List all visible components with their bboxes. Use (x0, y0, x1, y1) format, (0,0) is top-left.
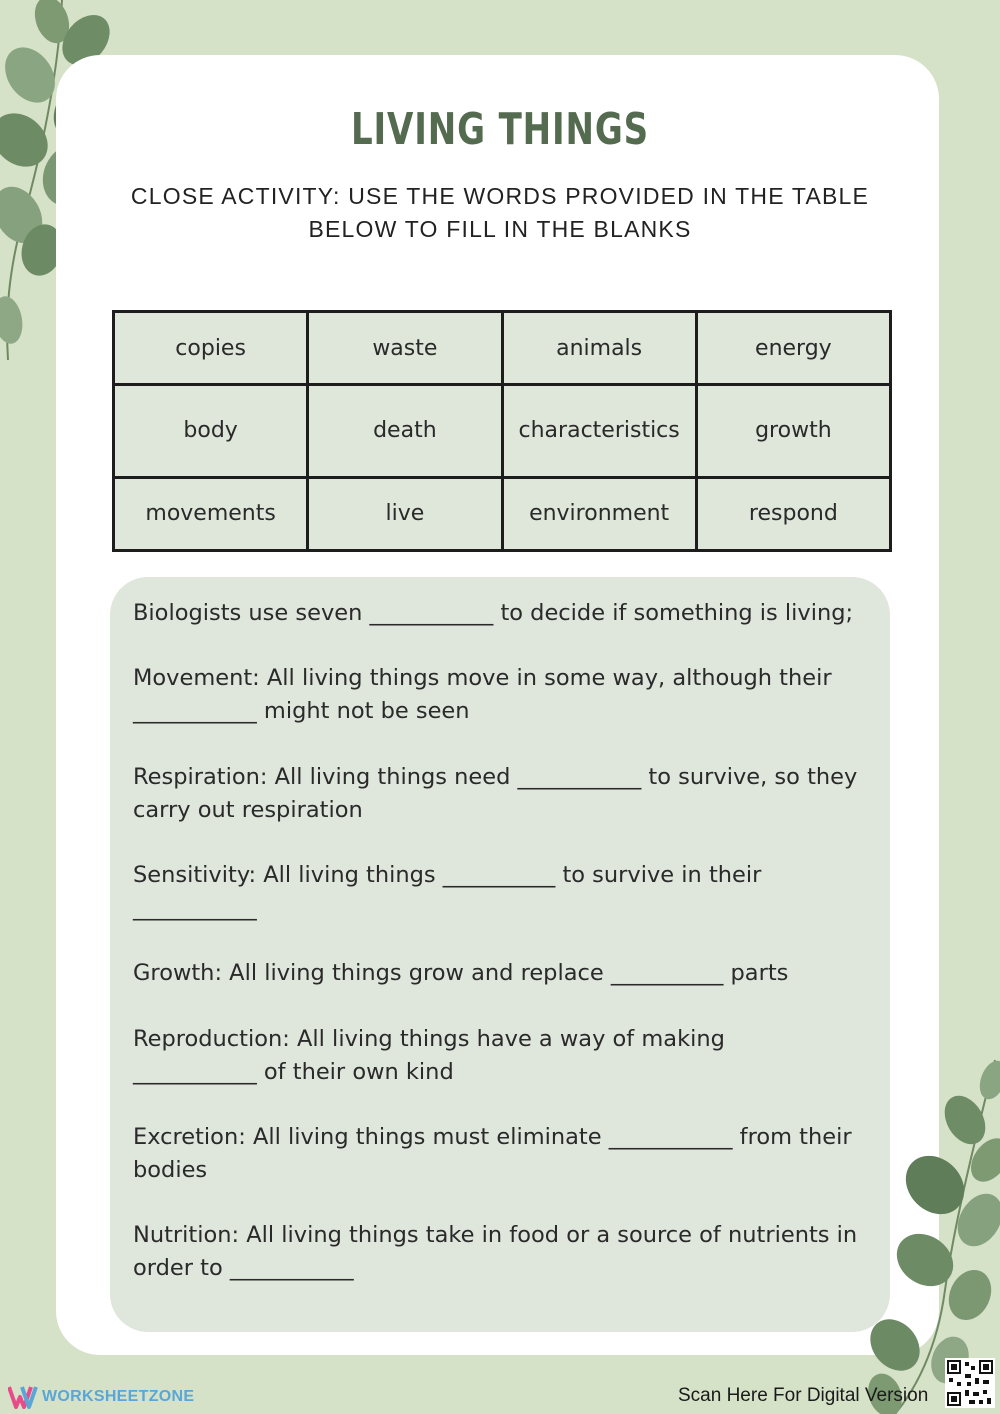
table-row (114, 385, 891, 478)
sentence-nutrition: Nutrition: All living things take in food or a source of nutrients in order to ___________ (133, 1222, 858, 1281)
word-cell: waste (308, 312, 502, 385)
word-cell: energy (696, 312, 890, 385)
sentence-movement: Movement: All living things move in some way, although their ___________ might not be seen (133, 665, 832, 724)
sentence-characteristics: Biologists use seven ___________ to decide if something is living; (133, 600, 854, 626)
sentence-reproduction: Reproduction: All living things have a way of making ___________ of their own kind (133, 1026, 725, 1085)
table-row (114, 477, 891, 550)
brand-name: WORKSHEETZONE (42, 1388, 195, 1405)
word-cell: death (308, 385, 502, 478)
word-cell: live (308, 477, 502, 550)
word-cell: movements (114, 477, 308, 550)
worksheetzone-logo-icon (8, 1385, 38, 1409)
qr-code-icon[interactable] (945, 1358, 995, 1408)
page-title: LIVING THINGS (350, 104, 650, 155)
word-bank-table (112, 310, 892, 552)
word-cell: growth (696, 385, 890, 478)
word-cell: copies (114, 312, 308, 385)
word-cell: characteristics (502, 385, 696, 478)
sentence-growth: Growth: All living things grow and replace __________ parts (133, 960, 789, 986)
scan-instruction: Scan Here For Digital Version (678, 1385, 929, 1406)
fill-in-blanks-panel (110, 577, 890, 1332)
worksheetzone-logo[interactable] (8, 1384, 194, 1410)
word-cell: body (114, 385, 308, 478)
word-cell: animals (502, 312, 696, 385)
sentence-respiration: Respiration: All living things need ___________ to survive, so they carry out respiration (133, 764, 858, 823)
word-cell: environment (502, 477, 696, 550)
table-row (114, 312, 891, 385)
instructions: CLOSE ACTIVITY: USE THE WORDS PROVIDED IN THE TABLE BELOW TO FILL IN THE BLANKS (130, 183, 870, 242)
word-cell: respond (696, 477, 890, 550)
sentence-excretion: Excretion: All living things must eliminate ___________ from their bodies (133, 1124, 852, 1183)
sentence-sensitivity: Sensitivity: All living things __________ to survive in their ___________ (133, 862, 762, 921)
